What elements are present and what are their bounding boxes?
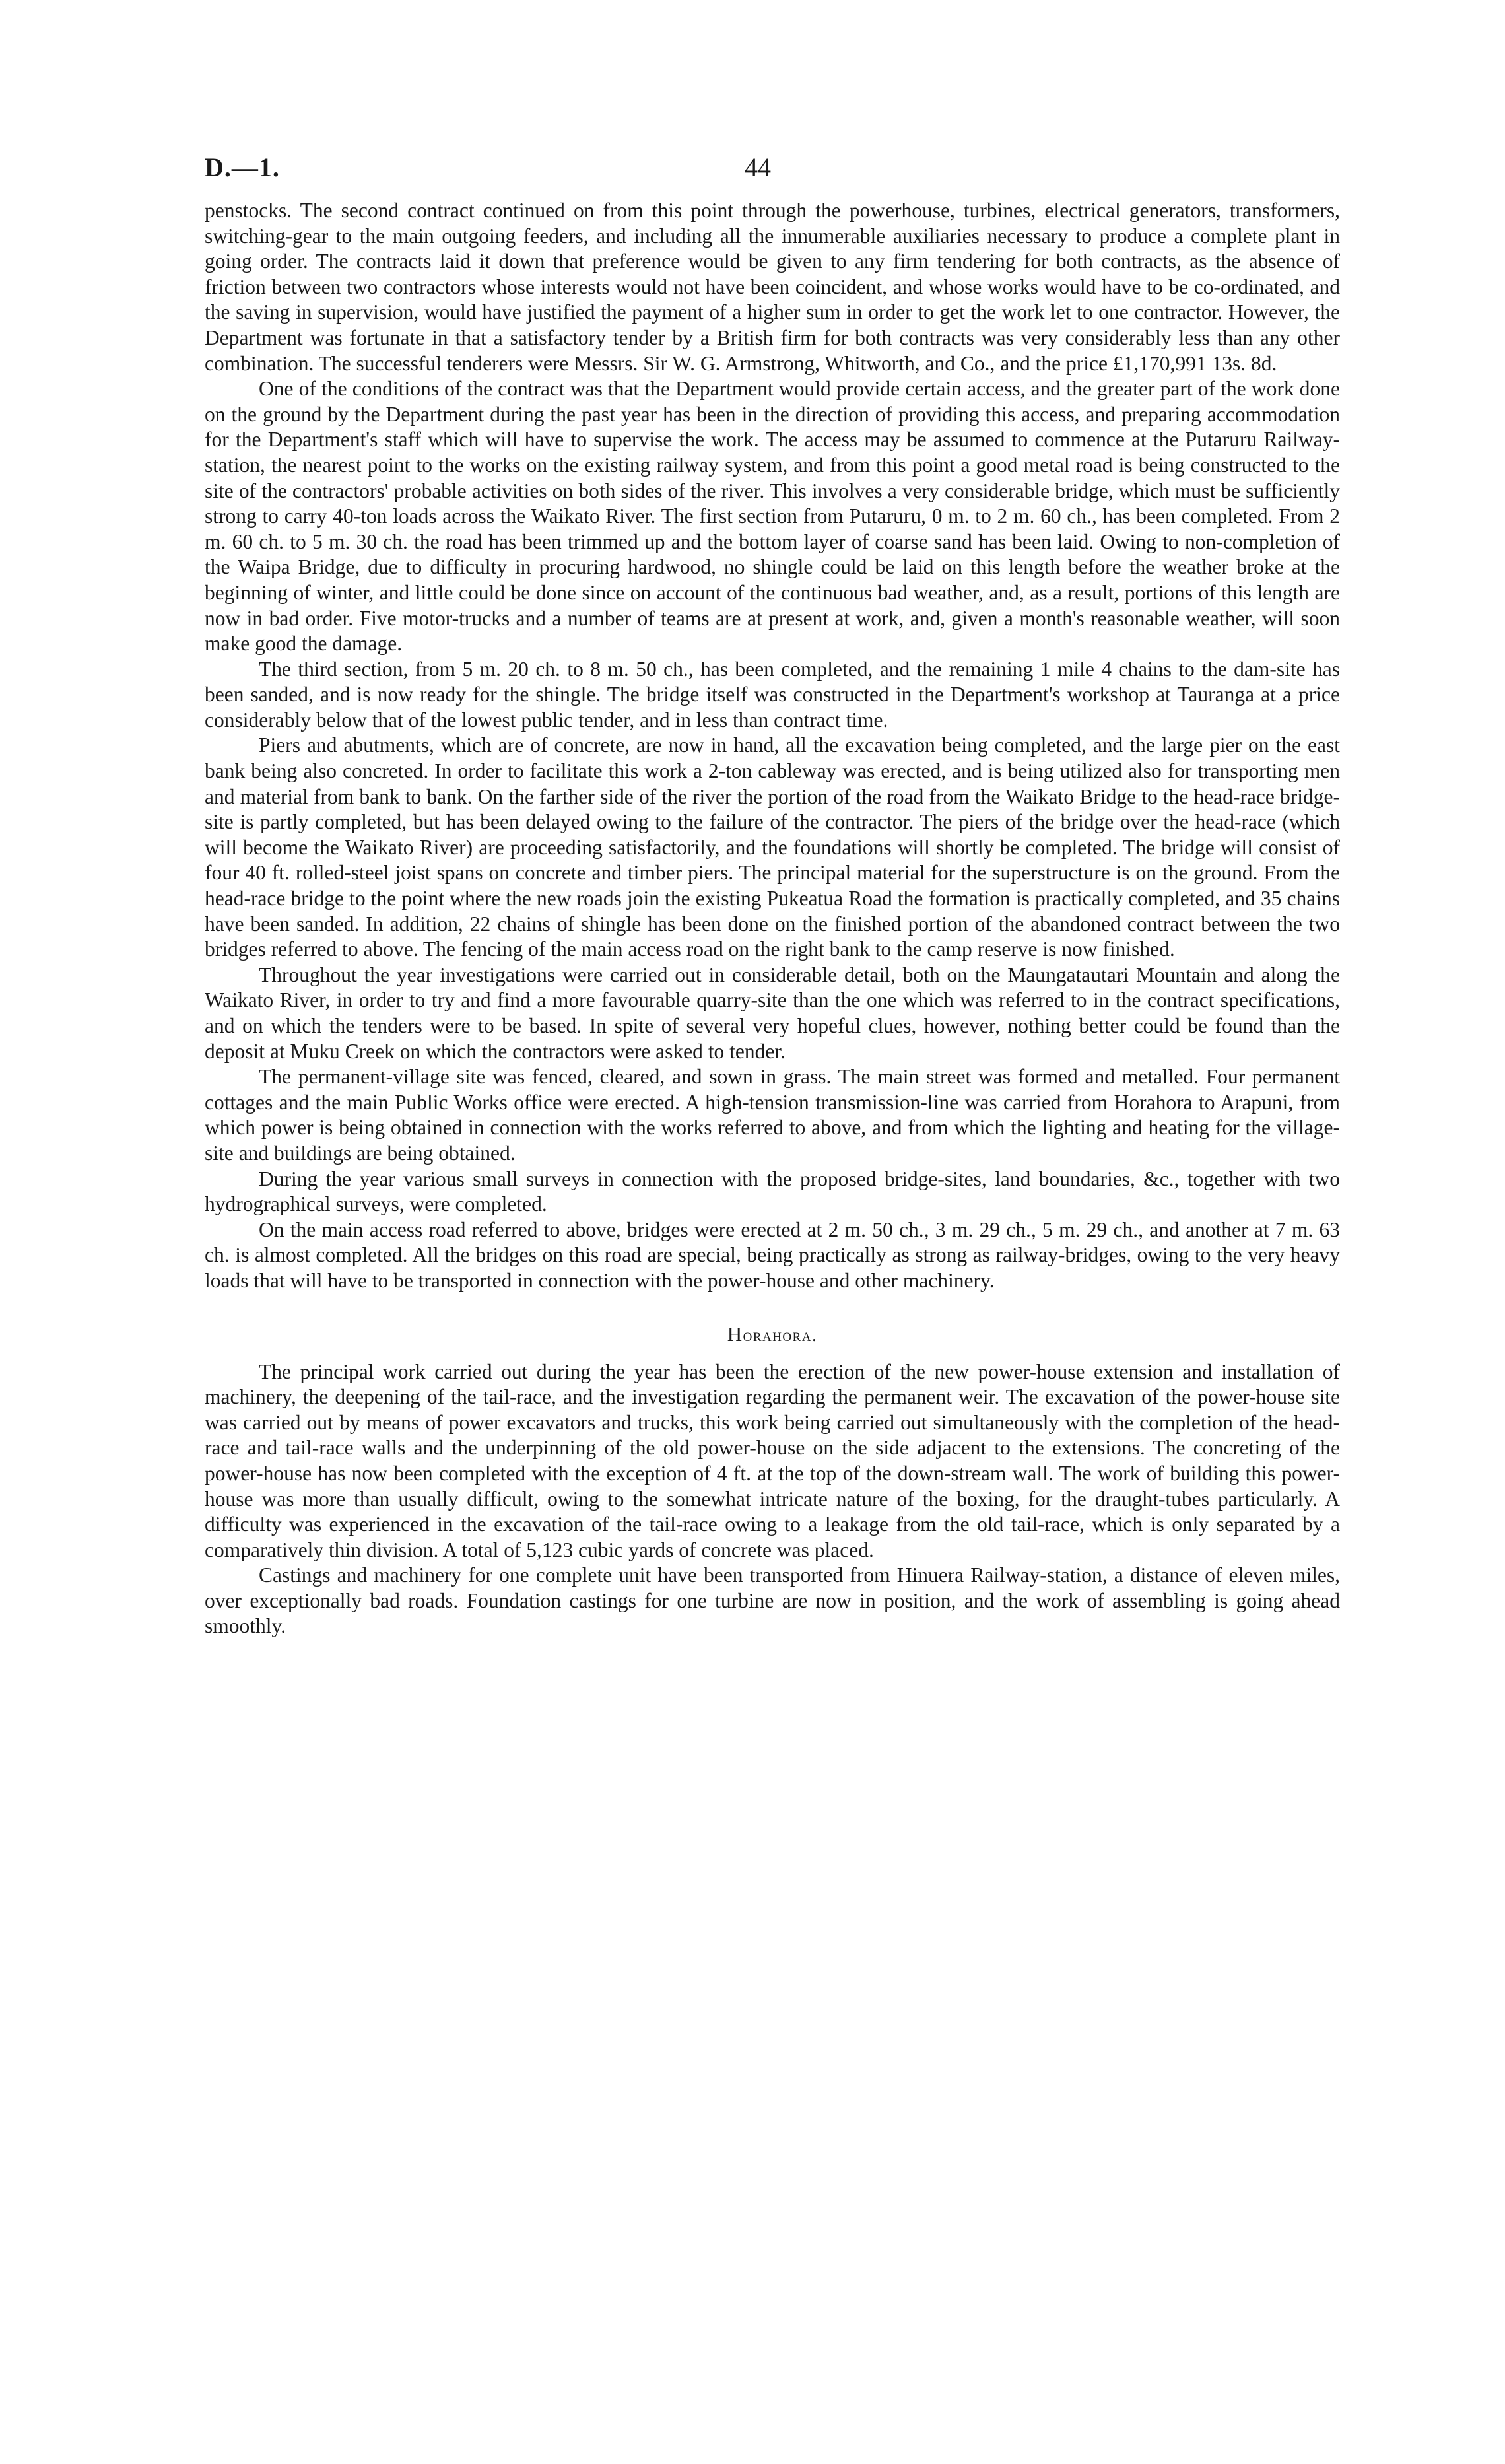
section-heading-horahora [205, 1322, 1340, 1346]
document-reference: D.—1. [205, 153, 280, 182]
paragraph: Throughout the year investigations were carried out in considerable detail, both on the Maungatautari Mountain and along the Waikato River, in order to try and find a more favourable quarry-site than the one which was referred to in the contract specifications, and on which the tenders were to be based. In spite of several very hopeful clues, however, nothing better could be found than the deposit at Muku Creek on which the contractors were asked to tender. [205, 963, 1340, 1063]
paragraph: Castings and machinery for one complete unit have been transported from Hinuera Railway-station, a distance of eleven miles, over exceptionally bad roads. Foundation castings for one turbine are now in position, and the work of assembling is going ahead smoothly. [205, 1563, 1340, 1638]
paragraph: On the main access road referred to above, bridges were erected at 2 m. 50 ch., 3 m. 29 ch., 5 m. 29 ch., and another at 7 m. 63 ch. is almost completed. All the bridges on this road are special, being practically as strong as railway-bridges, owing to the very heavy loads that will have to be transported in connection with the power-house and other machinery. [205, 1217, 1340, 1292]
paragraph: Piers and abutments, which are of concrete, are now in hand, all the excavation being completed, and the large pier on the east bank being also concreted. In order to facilitate this work a 2-ton cableway was erected, and is being utilized also for transporting men and material from bank to bank. On the farther side of the river the portion of the road from the Waikato Bridge to the head-race bridge-site is partly completed, but has been delayed owing to the failure of the contractor. The piers of the bridge over the head-race (which will become the Waikato River) are proceeding satisfactorily, and the foundations will shortly be completed. The bridge will consist of four 40 ft. rolled-steel joist spans on concrete and timber piers. The principal material for the superstructure is on the ground. From the head-race bridge to the point where the new roads join the existing Pukeatua Road the formation is practically completed, and 35 chains have been sanded. In addition, 22 chains of shingle has been done on the finished portion of the abandoned contract between the two bridges referred to above. The fencing of the main access road on the right bank to the camp reserve is now finished. [205, 734, 1340, 961]
running-head [205, 152, 1340, 198]
document-page [205, 152, 1340, 1639]
section-heading-text: orahora. [743, 1324, 818, 1345]
paragraph: The permanent-village site was fenced, cleared, and sown in grass. The main street was formed and metalled. Four permanent cottages and the main Public Works office were erected. A high-tension transmission-line was carried from Horahora to Arapuni, from which power is being obtained in connection with the works referred to above, and from which the lighting and heating for the village-site and buildings are being obtained. [205, 1065, 1340, 1165]
page-number: 44 [745, 153, 771, 182]
paragraph: penstocks. The second contract continued on from this point through the powerhouse, turbines, electrical generators, transformers, switching-gear to the main outgoing feeders, and including all the innumerable auxiliaries necessary to produce a complete plant in going order. The contracts laid it down that preference would be given to any firm tendering for both contracts, as the absence of friction between two contractors whose interests would not have been coincident, and whose works would have to be co-ordinated, and the saving in supervision, would have justified the payment of a higher sum in order to get the work let to one contractor. However, the Department was fortunate in that a satisfactory tender by a British firm for both contracts was very considerably less than any other combination. The successful tenderers were Messrs. Sir W. G. Armstrong, Whitworth, and Co., and the price £1,170,991 13s. 8d. [205, 199, 1340, 375]
paragraph: The third section, from 5 m. 20 ch. to 8 m. 50 ch., has been completed, and the remaining 1 mile 4 chains to the dam-site has been sanded, and is now ready for the shingle. The bridge itself was constructed in the Department's workshop at Tauranga at a price considerably below that of the lowest public tender, and in less than contract time. [205, 657, 1340, 732]
paragraph: The principal work carried out during the year has been the erection of the new power-house extension and installation of machinery, the deepening of the tail-race, and the investigation regarding the permanent weir. The excavation of the power-house site was carried out by means of power excavators and trucks, this work being carried out simultaneously with the completion of the head-race and tail-race walls and the underpinning of the old power-house on the side adjacent to the extensions. The concreting of the power-house has now been completed with the exception of 4 ft. at the top of the down-stream wall. The work of building this power-house was more than usually difficult, owing to the somewhat intricate nature of the boxing, for the draught-tubes particularly. A difficulty was experienced in the excavation of the tail-race owing to a leakage from the old tail-race, which is only separated by a comparatively thin division. A total of 5,123 cubic yards of concrete was placed. [205, 1359, 1340, 1561]
section-heading-initial: H [727, 1322, 743, 1346]
paragraph: One of the conditions of the contract was that the Department would provide certain access, and the greater part of the work done on the ground by the Department during the past year has been in the direction of providing this access, and preparing accommodation for the Department's staff which will have to supervise the work. The access may be assumed to commence at the Putaruru Railway-station, the nearest point to the works on the existing railway system, and from this point a good metal road is being constructed to the site of the contractors' probable activities on both sides of the river. This involves a very considerable bridge, which must be sufficiently strong to carry 40-ton loads across the Waikato River. The first section from Putaruru, 0 m. to 2 m. 60 ch., has been completed. From 2 m. 60 ch. to 5 m. 30 ch. the road has been trimmed up and the bottom layer of coarse sand has been laid. Owing to non-completion of the Waipa Bridge, due to difficulty in procuring hardwood, no shingle could be laid on this length before the weather broke at the beginning of winter, and little could be done since on account of the continuous bad weather, and, as a result, portions of this length are now in bad order. Five motor-trucks and a number of teams are at present at work, and, given a month's reasonable weather, will soon make good the damage. [205, 377, 1340, 656]
body-text [205, 198, 1340, 1639]
paragraph: During the year various small surveys in connection with the proposed bridge-sites, land boundaries, &c., together with two hydrographical surveys, were completed. [205, 1167, 1340, 1216]
